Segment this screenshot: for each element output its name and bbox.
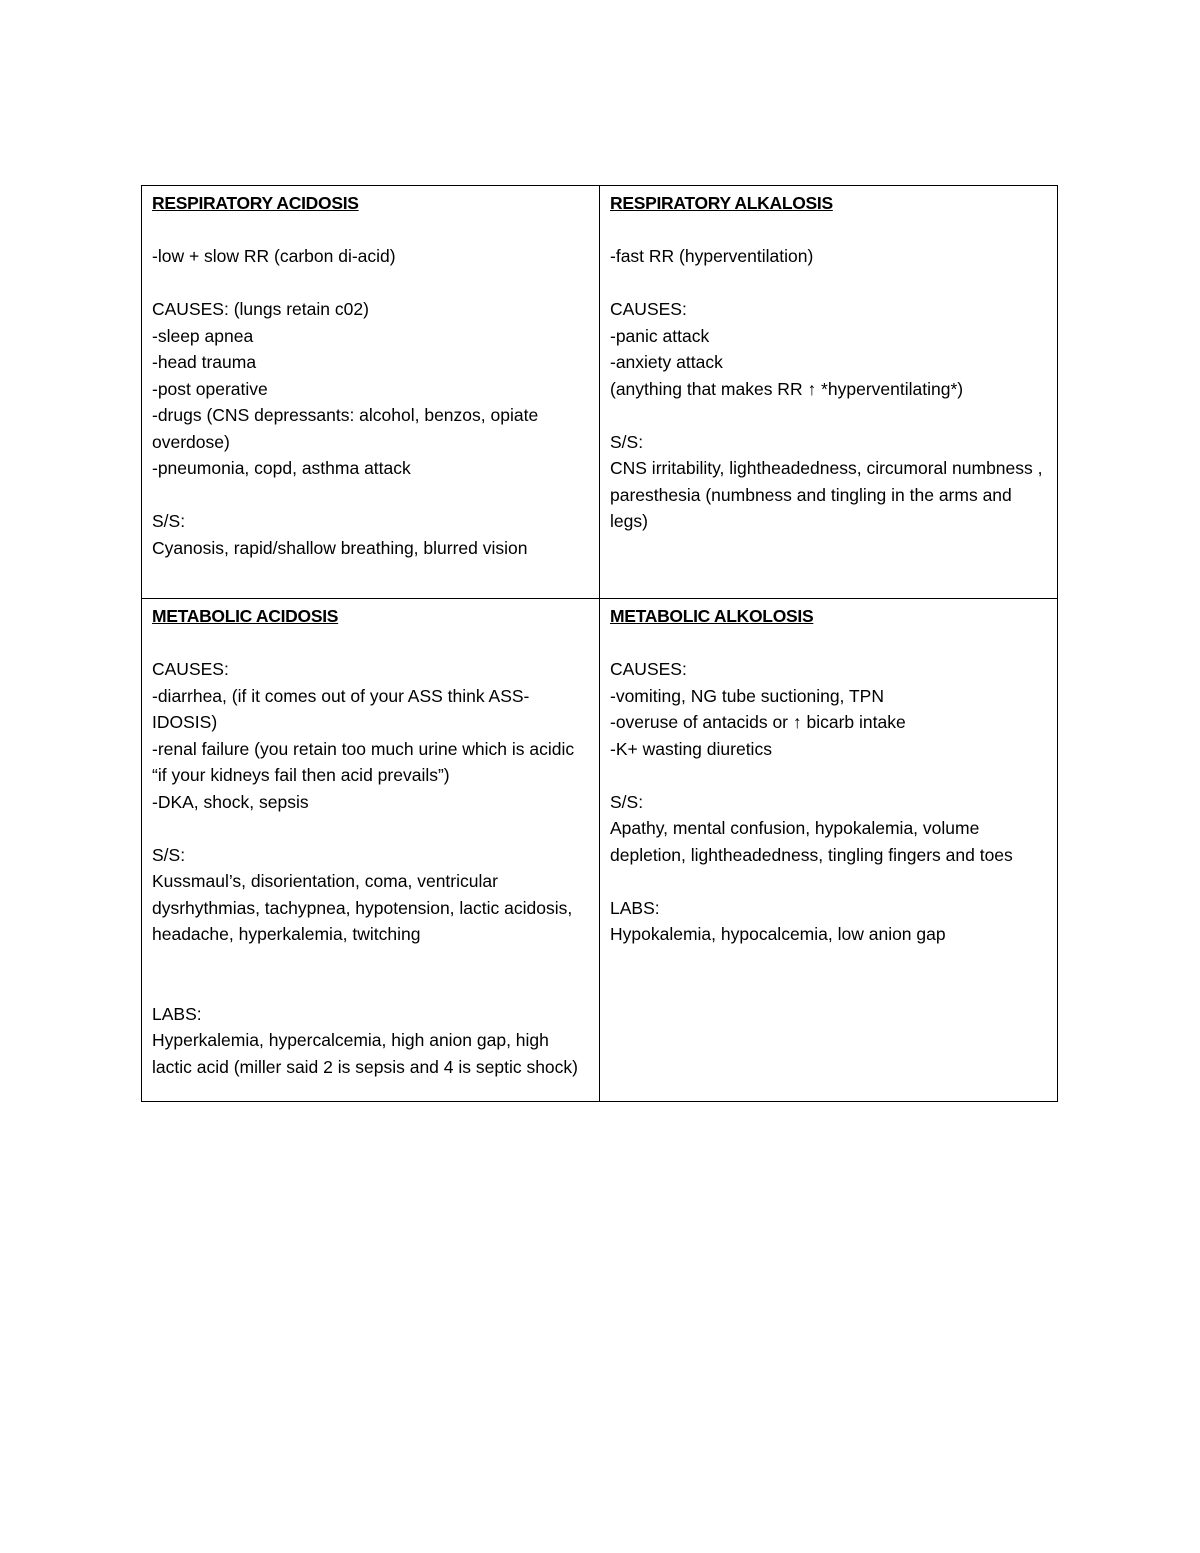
cause-item: -renal failure (you retain too much urine which is acidic “if your kidneys fail then acid prevails”)	[152, 738, 575, 785]
ss-text: Kussmaul’s, disorientation, coma, ventricular dysrhythmias, tachypnea, hypotension, lactic acidosis, headache, hyperkalemia, twitching	[152, 871, 573, 944]
table-row-respiratory	[142, 186, 1058, 599]
cell-respiratory-acidosis	[142, 186, 600, 599]
cause-item: -overuse of antacids or ↑ bicarb intake	[610, 712, 906, 732]
cell-metabolic-alkalosis	[600, 599, 1058, 1102]
cause-item: -drugs (CNS depressants: alcohol, benzos, opiate overdose)	[152, 405, 539, 452]
ss-text: CNS irritability, lightheadedness, circumoral numbness , paresthesia (numbness and tingling in the arms and legs)	[610, 458, 1043, 531]
cause-item: (anything that makes RR ↑ *hyperventilating*)	[610, 378, 964, 399]
cause-item: -DKA, shock, sepsis	[152, 791, 309, 812]
ss-text: Cyanosis, rapid/shallow breathing, blurred vision	[152, 537, 528, 558]
cause-item: -post operative	[152, 378, 268, 399]
causes-label: CAUSES:	[152, 659, 229, 679]
causes-label: CAUSES:	[610, 659, 687, 679]
causes-label: CAUSES: (lungs retain c02)	[152, 299, 369, 319]
labs-label: LABS:	[152, 1003, 202, 1024]
causes-label: CAUSES:	[610, 299, 687, 319]
cell-intro: -fast RR (hyperventilation)	[610, 246, 814, 266]
cause-item: -vomiting, NG tube suctioning, TPN	[610, 685, 884, 706]
cell-title: METABOLIC ACIDOSIS	[152, 606, 339, 626]
cell-intro: -low + slow RR (carbon di-acid)	[152, 246, 396, 266]
cell-respiratory-alkalosis	[600, 186, 1058, 599]
cause-item: -K+ wasting diuretics	[610, 738, 772, 759]
labs-label: LABS:	[610, 897, 660, 918]
cause-item: -sleep apnea	[152, 325, 254, 346]
table-row-metabolic	[142, 599, 1058, 1102]
cause-item: -head trauma	[152, 352, 257, 372]
cause-item: -anxiety attack	[610, 352, 723, 372]
acid-base-table	[141, 185, 1058, 1102]
cell-metabolic-acidosis	[142, 599, 600, 1102]
labs-text: Hyperkalemia, hypercalcemia, high anion gap, high lactic acid (miller said 2 is sepsis and 4 is septic shock)	[152, 1030, 578, 1077]
cell-title: RESPIRATORY ALKALOSIS	[610, 193, 833, 213]
ss-label: S/S:	[152, 511, 186, 531]
cause-item: -pneumonia, copd, asthma attack	[152, 458, 411, 478]
labs-text: Hypokalemia, hypocalcemia, low anion gap	[610, 924, 946, 944]
cell-title: METABOLIC ALKOLOSIS	[610, 606, 814, 626]
ss-label: S/S:	[610, 431, 644, 452]
cause-item: -panic attack	[610, 325, 710, 346]
ss-label: S/S:	[152, 844, 186, 865]
cell-title: RESPIRATORY ACIDOSIS	[152, 193, 359, 213]
cause-item: -diarrhea, (if it comes out of your ASS think ASS-IDOSIS)	[152, 685, 530, 732]
ss-label: S/S:	[610, 791, 644, 812]
ss-text: Apathy, mental confusion, hypokalemia, volume depletion, lightheadedness, tingling fingers and toes	[610, 818, 1013, 865]
